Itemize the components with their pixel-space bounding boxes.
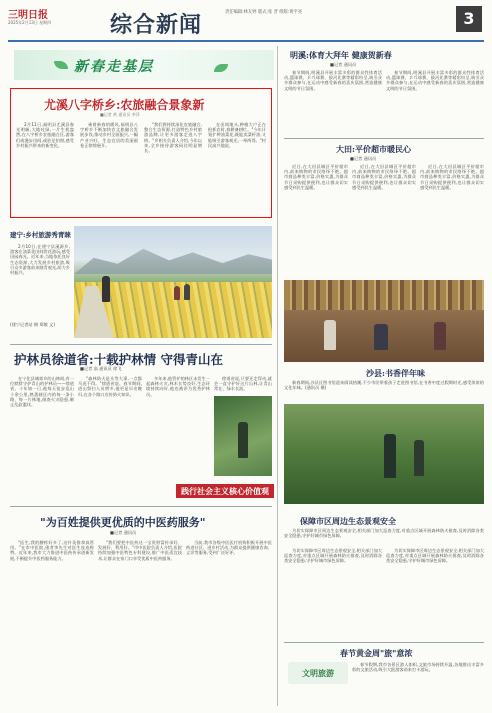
medicine-story-col1 [10,540,94,706]
lead-story-byline: ■记者 黄 通讯员 李萍 [100,112,140,117]
column-divider [277,46,278,706]
story5-text [352,662,484,706]
paragraph: "我们要把中医药这一宝贵财富传承好、发展好、利用好。"市中医院负责人介绍,医院持续加强中医特色专科建设,推广中医适宜技术,让群众在家门口享受优质中医药服务。 [98,540,182,561]
divider [10,506,272,507]
person-figure [414,440,424,476]
story2-title: 大田:平价超市暖民心 [336,144,411,154]
medicine-story-title: "为百姓提供更优质的中医药服务" [40,516,206,529]
lead-story-col2 [80,122,138,214]
issue-date: 2025年2月13日 星期四 [8,20,52,25]
story2-col3 [420,164,484,272]
paragraph: 为切实保障市区周边生态景观安全,相关部门加大巡查力度,对重点区域开展森林防火排查,及时消除各类安全隐患,守护好城市绿色屏障。 [284,528,484,539]
divider [10,344,272,345]
story4-title: 保障市区周边生态景观安全 [300,516,396,526]
field-photo [74,226,272,338]
paragraph: 乘着新春的暖风,福明县八字桥乡不断加快农文旅融合发展步伐,推动乡村全面振兴,一幅产业兴旺、生态宜居的美丽画卷正徐徐展开。 [80,122,138,148]
paragraph: 2月10日,在建宁县溪源乡,游客在油菜花田间赏花游玩,感受田园春光。近年来,当地依托良好生态资源,大力发展乡村旅游,吸引众多游客前来踏青观光,助力乡村振兴。 [10,244,70,276]
paragraph: 在宁化县城郊乡的山林间,有一位默默守护青山的护林员——徐道省。十年如一日,他每天徒步巡山十余公里,熟悉辖区内的每一条小路、每一片林地,排查火灾隐患,制止乱砍滥伐。 [10,376,74,408]
person-figure [384,434,396,478]
forest-story-col3 [146,376,210,500]
lead-story-col3 [144,122,202,214]
photo-credit: (建宁记者站 摄 郑敏 文) [10,322,55,327]
lead-story-title: 尤溪八字桥乡:农旅融合景象新 [44,98,205,112]
paragraph: "医生,我的腰疼好多了,这针灸推拿真管用。"在市中医院,患者李先生对医生连连称赞。近年来,我市大力推进中医药传承创新发展,不断提升中医药服务能力。 [10,540,94,561]
forest-patrol-photo [284,404,484,504]
paragraph: "森林防火是头等大事,一点都马虎不得。"徐道省说。春节期间,进山祭扫人员增多,他更是早出晚归,在各个路口宣传防火知识。 [78,376,142,397]
library-photo [284,280,484,362]
values-banner: 践行社会主义核心价值观 [176,484,274,498]
paragraph: 2月11日,福明县尤溪县春光明媚,大地吐绿,一片生机盎然,在八字桥乡农旅融合区,游客们或漫步田间,或驻足拍照,感受乡村振兴带来的新变化。 [16,122,74,148]
story4-col2 [386,548,484,638]
header-rule [8,40,484,42]
story4-col1 [284,548,382,638]
paragraph: 多年来,他管护的林区未发生一起森林火灾,林木长势良好,生态环境持续向好,他也被评为优秀护林员。 [146,376,210,397]
paragraph: "我们将持续深化农旅融合,整合生态资源,打造特色乡村旅游品牌,让更多游客走进八字桥。"乡相关负责人介绍,今年以来,全乡接待游客同比明显增长。 [144,122,202,154]
paragraph: 当前,我市各级中医医疗机构积极开展中医药进社区、进乡村活动,为群众提供健康咨询、义诊等服务,受到广泛好评。 [186,540,272,556]
person-figure [174,286,180,300]
paragraph: 春节期间,明溪县开展丰富多彩的群众性体育活动,篮球赛、乒乓球赛、拔河比赛等精彩纷呈,吸引众多群众参与,在运动中感受新春的喜庆氛围,营造健康文明的节日氛围。 [386,70,484,91]
forest-story-byline: ■记者 高 通讯员 徐飞 [80,366,122,371]
banner-text: 新春走基层 [74,59,154,75]
paragraph: 春节期间,明溪县开展丰富多彩的群众性体育活动,篮球赛、乒乓球赛、拔河比赛等精彩纷呈,吸引众多群众参与,在运动中感受新春的喜庆氛围,营造健康文明的节日氛围。 [284,70,382,91]
medicine-story-col2 [98,540,182,706]
person-figure [324,320,336,350]
ranger-photo [214,396,272,476]
divider [284,642,484,643]
forest-story-col1 [10,376,74,500]
paragraph: 近日,在大田县城区平价超市内,前来购物的市民络绎不绝。超市商品种类丰富,价格实惠,为群众节日采购提供便利,也让群众切实感受到民生温暖。 [352,164,416,190]
story2-byline: ■记者 通讯员 [350,156,377,161]
medicine-story-byline: ■记者 通讯员 [110,530,137,535]
person-figure [434,322,446,350]
paragraph: 为切实保障市区周边生态景观安全,相关部门加大巡查力度,对重点区域开展森林防火排查,及时消除各类安全隐患,守护好城市绿色屏障。 [284,548,382,564]
story3-text [284,380,484,398]
forest-story-col2 [78,376,142,500]
page-number: 3 [456,6,482,32]
photo-story-text [10,244,70,320]
story3-title: 沙县:书香伴年味 [366,368,425,378]
story1-col1 [284,70,382,126]
bookshelves [284,280,484,310]
paragraph: 春节假期,我市各景区游人如织,文旅市场持续升温,各地推出丰富多彩的文旅活动,吸引大批游客前来打卡游玩。 [352,662,484,673]
person-figure [238,422,248,458]
forest-story-title: 护林员徐道省:十载护林情 守得青山在 [14,352,223,367]
photo-story-title: 建宁:乡村旅游秀青睐 [10,231,71,239]
paragraph: 新春期间,沙县区图书馆迎来阅读热潮,不少市民带着孩子走进图书馆,在书香中度过假期时光,感受浓浓的文化年味。(通讯员 摄) [284,380,484,391]
paragraph: 在田间地头,种植大户正在抢抓农时,春耕备耕忙。"今年计划扩种油菜花,既能卖菜籽油,又能吸引游客观光,一举两得。"村民高兴地说。 [208,122,266,148]
spring-banner [14,50,274,80]
lead-story-col4 [208,122,266,214]
story5-title: 春节黄金周"旅"意浓 [340,648,413,658]
story2-col2 [352,164,416,272]
story1-byline: ■记者 通讯员 [330,62,357,67]
culture-badge: 文明旅游 [288,662,348,684]
lead-story-col1 [16,122,74,214]
paragraph: 为切实保障市区周边生态景观安全,相关部门加大巡查力度,对重点区域开展森林防火排查,及时消除各类安全隐患,守护好城市绿色屏障。 [386,548,484,564]
paragraph: 徐道省说,只要还走得动,就会一直守护好这片山林,让青山常在、绿水长流。 [214,376,272,392]
person-figure [374,324,388,350]
leaf-icon [214,64,228,72]
mountains [74,238,272,274]
person-figure [102,276,110,302]
leaf-icon [54,61,68,69]
story1-title: 明溪:体育大拜年 健康贺新春 [290,50,392,60]
divider [284,138,484,139]
person-figure [184,284,190,300]
story1-col2 [386,70,484,126]
story4-byline [284,528,484,544]
paragraph: 近日,在大田县城区平价超市内,前来购物的市民络绎不绝。超市商品种类丰富,价格实惠,为群众节日采购提供便利,也让群众切实感受到民生温暖。 [284,164,348,190]
paragraph: 近日,在大田县城区平价超市内,前来购物的市民络绎不绝。超市商品种类丰富,价格实惠,为群众节日采购提供便利,也让群众切实感受到民生温暖。 [420,164,484,190]
masthead: 三明日报 [8,10,48,21]
medicine-story-col3 [186,540,272,706]
editor-credits: 责任编辑:林友婷 版式:张 晋 组版:黄平亮 [225,10,303,15]
story2-col1 [284,164,348,272]
section-title: 综合新闻 [110,12,203,38]
